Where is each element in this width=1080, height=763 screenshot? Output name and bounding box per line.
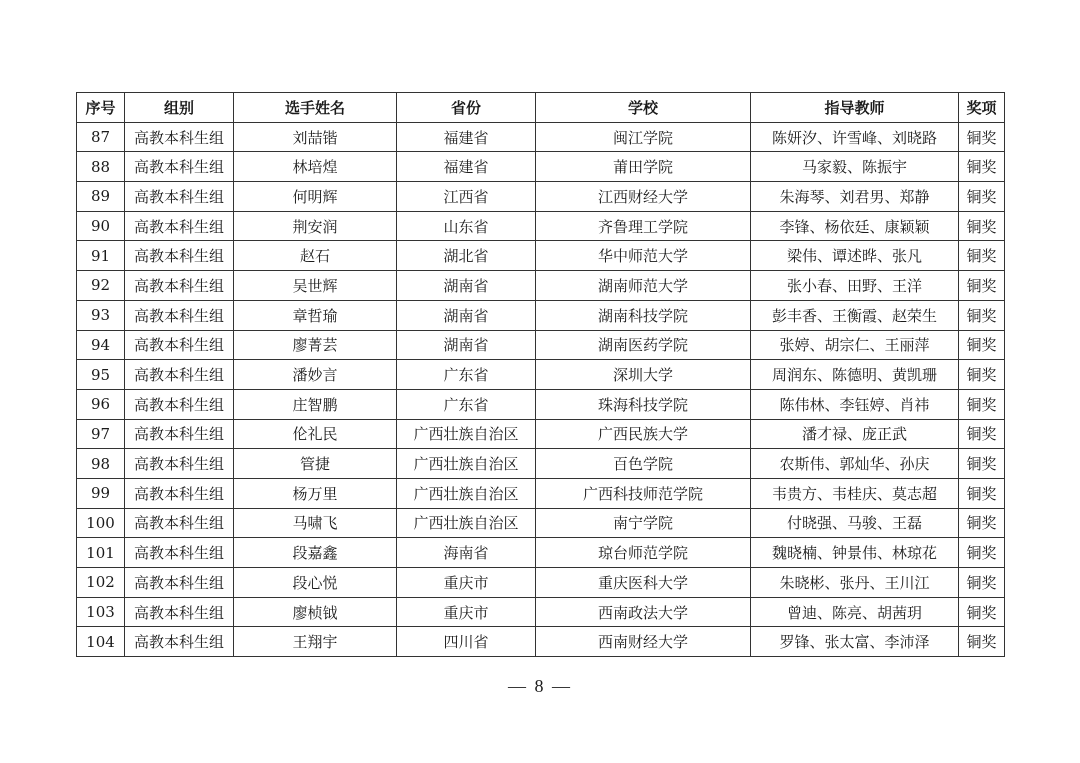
cell-school: 湖南医药学院: [536, 330, 751, 360]
table-row: [77, 271, 1005, 301]
cell-index: 93: [77, 300, 125, 330]
cell-index: 101: [77, 538, 125, 568]
header-row: [77, 93, 1005, 123]
cell-index: 99: [77, 478, 125, 508]
cell-contestant: 廖菁芸: [234, 330, 397, 360]
cell-contestant: 章哲瑜: [234, 300, 397, 330]
cell-group: 高教本科生组: [125, 122, 234, 152]
cell-province: 湖南省: [397, 271, 536, 301]
table-row: [77, 152, 1005, 182]
cell-province: 江西省: [397, 182, 536, 212]
table-row: [77, 182, 1005, 212]
cell-contestant: 王翔宇: [234, 627, 397, 657]
cell-contestant: 伦礼民: [234, 419, 397, 449]
cell-province: 四川省: [397, 627, 536, 657]
cell-award: 铜奖: [959, 597, 1005, 627]
cell-school: 莆田学院: [536, 152, 751, 182]
table-row: [77, 478, 1005, 508]
cell-province: 广西壮族自治区: [397, 449, 536, 479]
cell-award: 铜奖: [959, 211, 1005, 241]
cell-award: 铜奖: [959, 389, 1005, 419]
cell-award: 铜奖: [959, 241, 1005, 271]
cell-award: 铜奖: [959, 627, 1005, 657]
cell-award: 铜奖: [959, 300, 1005, 330]
cell-contestant: 荆安润: [234, 211, 397, 241]
cell-contestant: 潘妙言: [234, 360, 397, 390]
cell-province: 湖南省: [397, 330, 536, 360]
table-row: [77, 538, 1005, 568]
cell-province: 广东省: [397, 389, 536, 419]
cell-province: 山东省: [397, 211, 536, 241]
header-advisors: 指导教师: [751, 93, 959, 123]
cell-province: 重庆市: [397, 597, 536, 627]
cell-index: 103: [77, 597, 125, 627]
cell-school: 江西财经大学: [536, 182, 751, 212]
table-row: [77, 627, 1005, 657]
table-row: [77, 122, 1005, 152]
page-number: — 8 —: [508, 676, 572, 696]
awards-table: [76, 92, 1005, 657]
cell-index: 87: [77, 122, 125, 152]
cell-award: 铜奖: [959, 449, 1005, 479]
cell-award: 铜奖: [959, 152, 1005, 182]
cell-group: 高教本科生组: [125, 478, 234, 508]
cell-award: 铜奖: [959, 508, 1005, 538]
cell-award: 铜奖: [959, 538, 1005, 568]
cell-advisors: 农斯伟、郭灿华、孙庆: [751, 449, 959, 479]
cell-index: 100: [77, 508, 125, 538]
table-row: [77, 389, 1005, 419]
cell-school: 重庆医科大学: [536, 568, 751, 598]
cell-contestant: 段心悦: [234, 568, 397, 598]
cell-school: 湖南师范大学: [536, 271, 751, 301]
table-row: [77, 419, 1005, 449]
cell-school: 广西民族大学: [536, 419, 751, 449]
cell-index: 88: [77, 152, 125, 182]
cell-province: 广东省: [397, 360, 536, 390]
cell-province: 重庆市: [397, 568, 536, 598]
cell-school: 琼台师范学院: [536, 538, 751, 568]
cell-award: 铜奖: [959, 360, 1005, 390]
cell-group: 高教本科生组: [125, 271, 234, 301]
cell-index: 102: [77, 568, 125, 598]
cell-group: 高教本科生组: [125, 241, 234, 271]
cell-school: 齐鲁理工学院: [536, 211, 751, 241]
cell-school: 闽江学院: [536, 122, 751, 152]
table-row: [77, 597, 1005, 627]
cell-contestant: 何明辉: [234, 182, 397, 212]
cell-advisors: 付晓强、马骏、王磊: [751, 508, 959, 538]
cell-school: 深圳大学: [536, 360, 751, 390]
cell-contestant: 马啸飞: [234, 508, 397, 538]
cell-advisors: 陈妍汐、许雪峰、刘晓路: [751, 122, 959, 152]
cell-award: 铜奖: [959, 568, 1005, 598]
cell-group: 高教本科生组: [125, 300, 234, 330]
header-group: 组别: [125, 93, 234, 123]
cell-contestant: 庄智鹏: [234, 389, 397, 419]
cell-province: 湖南省: [397, 300, 536, 330]
cell-contestant: 段嘉鑫: [234, 538, 397, 568]
cell-advisors: 张婷、胡宗仁、王丽萍: [751, 330, 959, 360]
cell-advisors: 张小春、田野、王洋: [751, 271, 959, 301]
cell-school: 珠海科技学院: [536, 389, 751, 419]
cell-index: 95: [77, 360, 125, 390]
header-award: 奖项: [959, 93, 1005, 123]
cell-group: 高教本科生组: [125, 419, 234, 449]
cell-group: 高教本科生组: [125, 182, 234, 212]
cell-contestant: 刘喆锴: [234, 122, 397, 152]
cell-contestant: 管捷: [234, 449, 397, 479]
cell-group: 高教本科生组: [125, 330, 234, 360]
cell-index: 98: [77, 449, 125, 479]
cell-school: 南宁学院: [536, 508, 751, 538]
cell-index: 104: [77, 627, 125, 657]
cell-index: 91: [77, 241, 125, 271]
cell-index: 92: [77, 271, 125, 301]
cell-advisors: 曾迪、陈亮、胡茜玥: [751, 597, 959, 627]
cell-advisors: 陈伟林、李钰婷、肖祎: [751, 389, 959, 419]
header-school: 学校: [536, 93, 751, 123]
cell-index: 96: [77, 389, 125, 419]
cell-advisors: 马家毅、陈振宇: [751, 152, 959, 182]
cell-group: 高教本科生组: [125, 360, 234, 390]
cell-advisors: 彭丰香、王衡霞、赵荣生: [751, 300, 959, 330]
cell-index: 97: [77, 419, 125, 449]
cell-school: 湖南科技学院: [536, 300, 751, 330]
table-body: [77, 122, 1005, 656]
cell-group: 高教本科生组: [125, 211, 234, 241]
cell-award: 铜奖: [959, 419, 1005, 449]
cell-group: 高教本科生组: [125, 508, 234, 538]
cell-index: 94: [77, 330, 125, 360]
table-row: [77, 508, 1005, 538]
cell-school: 西南政法大学: [536, 597, 751, 627]
header-index: 序号: [77, 93, 125, 123]
table-row: [77, 300, 1005, 330]
cell-advisors: 李锋、杨依廷、康颖颖: [751, 211, 959, 241]
cell-award: 铜奖: [959, 330, 1005, 360]
cell-province: 福建省: [397, 122, 536, 152]
cell-contestant: 赵石: [234, 241, 397, 271]
cell-contestant: 吴世辉: [234, 271, 397, 301]
cell-province: 广西壮族自治区: [397, 419, 536, 449]
cell-advisors: 梁伟、谭述晔、张凡: [751, 241, 959, 271]
cell-group: 高教本科生组: [125, 538, 234, 568]
cell-advisors: 韦贵方、韦桂庆、莫志超: [751, 478, 959, 508]
table-row: [77, 568, 1005, 598]
cell-contestant: 廖桢钺: [234, 597, 397, 627]
cell-contestant: 林培煌: [234, 152, 397, 182]
header-province: 省份: [397, 93, 536, 123]
cell-advisors: 魏晓楠、钟景伟、林琼花: [751, 538, 959, 568]
cell-school: 百色学院: [536, 449, 751, 479]
cell-province: 广西壮族自治区: [397, 508, 536, 538]
cell-award: 铜奖: [959, 271, 1005, 301]
cell-index: 89: [77, 182, 125, 212]
cell-advisors: 潘才禄、庞正武: [751, 419, 959, 449]
cell-contestant: 杨万里: [234, 478, 397, 508]
cell-province: 海南省: [397, 538, 536, 568]
cell-advisors: 罗锋、张太富、李沛泽: [751, 627, 959, 657]
cell-province: 福建省: [397, 152, 536, 182]
cell-advisors: 朱晓彬、张丹、王川江: [751, 568, 959, 598]
cell-award: 铜奖: [959, 122, 1005, 152]
cell-group: 高教本科生组: [125, 597, 234, 627]
cell-group: 高教本科生组: [125, 568, 234, 598]
header-contestant: 选手姓名: [234, 93, 397, 123]
table-row: [77, 211, 1005, 241]
table-row: [77, 360, 1005, 390]
table-row: [77, 449, 1005, 479]
cell-province: 湖北省: [397, 241, 536, 271]
cell-school: 广西科技师范学院: [536, 478, 751, 508]
cell-group: 高教本科生组: [125, 449, 234, 479]
cell-advisors: 周润东、陈德明、黄凯珊: [751, 360, 959, 390]
cell-index: 90: [77, 211, 125, 241]
table-row: [77, 241, 1005, 271]
cell-advisors: 朱海琴、刘君男、郑静: [751, 182, 959, 212]
cell-award: 铜奖: [959, 182, 1005, 212]
cell-award: 铜奖: [959, 478, 1005, 508]
table-header: [77, 93, 1005, 123]
cell-group: 高教本科生组: [125, 152, 234, 182]
cell-group: 高教本科生组: [125, 389, 234, 419]
cell-school: 西南财经大学: [536, 627, 751, 657]
table-row: [77, 330, 1005, 360]
cell-province: 广西壮族自治区: [397, 478, 536, 508]
cell-school: 华中师范大学: [536, 241, 751, 271]
cell-group: 高教本科生组: [125, 627, 234, 657]
